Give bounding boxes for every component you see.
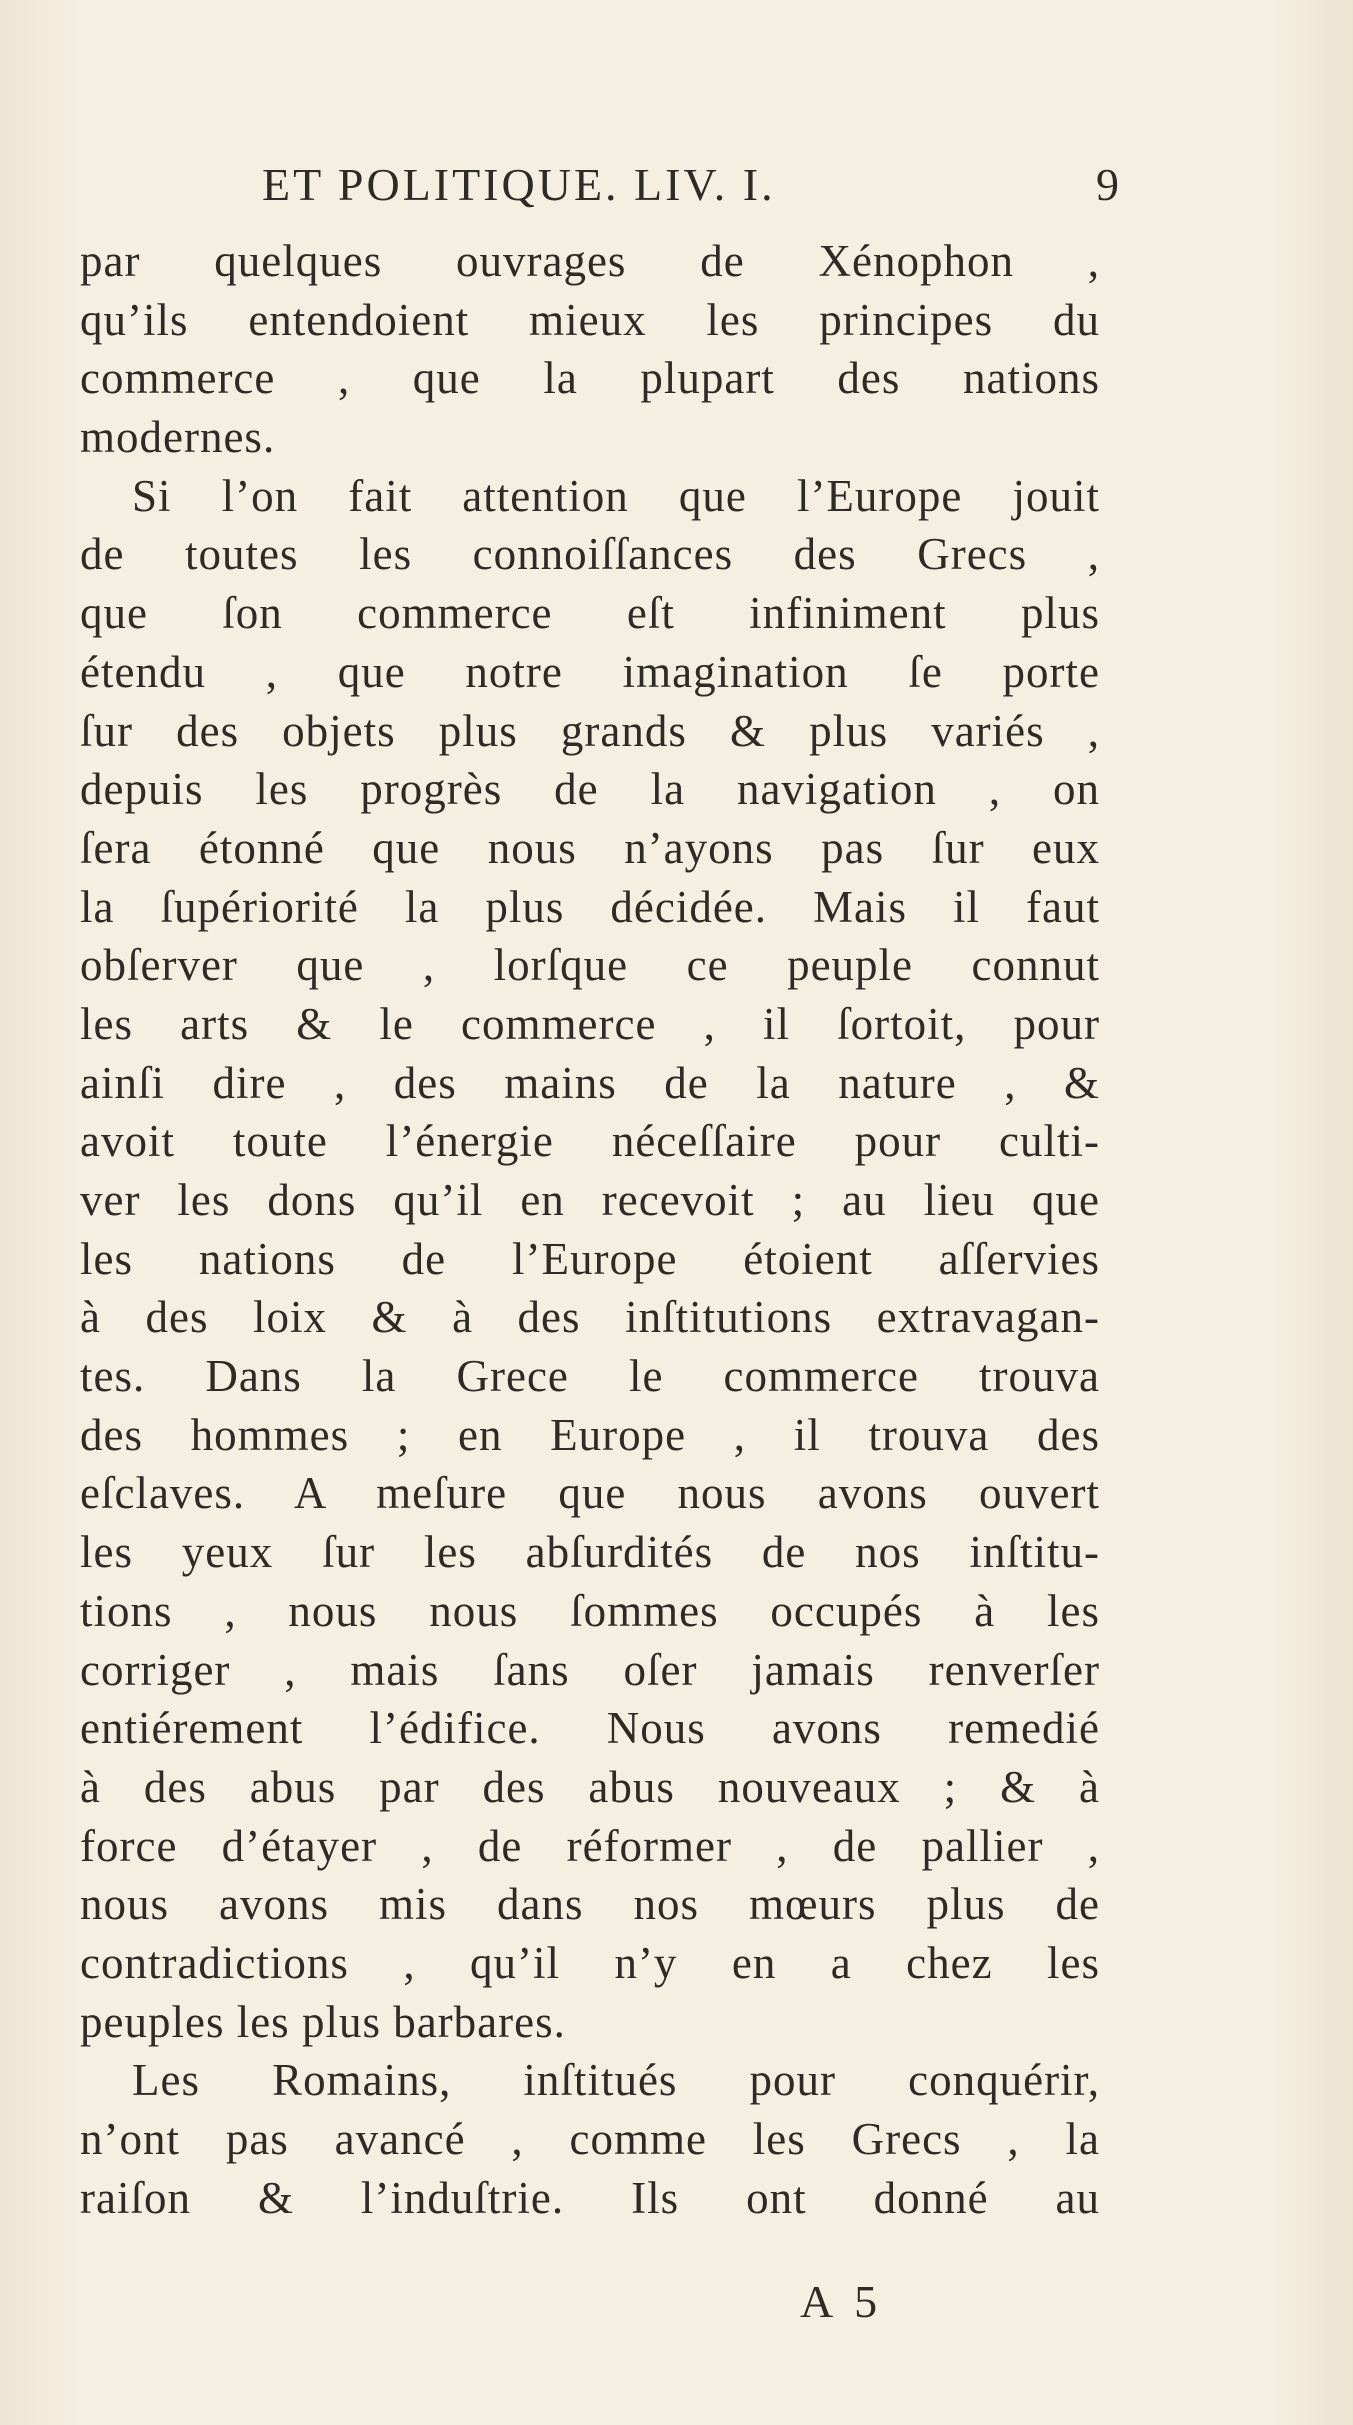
text-line: tions , nous nous ſommes occupés à les bbox=[80, 1585, 1100, 1636]
text-line: que ſon commerce eſt infiniment plus bbox=[80, 588, 1100, 639]
text-line: qu’ils entendoient mieux les principes du bbox=[80, 294, 1100, 345]
body-text bbox=[80, 232, 1100, 2227]
text-line: contradictions , qu’il n’y en a chez les bbox=[80, 1937, 1100, 1988]
text-line: avoit toute l’énergie néceſſaire pour culti- bbox=[80, 1116, 1100, 1167]
text-line: les yeux ſur les abſurdités de nos inſtitu- bbox=[80, 1527, 1100, 1578]
signature-mark: A 5 bbox=[800, 2276, 884, 2327]
text-line: Les Romains, inſtitués pour conquérir, bbox=[132, 2055, 1100, 2106]
text-line: les nations de l’Europe étoient aſſervies bbox=[80, 1233, 1100, 1284]
text-line: modernes. bbox=[80, 412, 276, 463]
text-line: corriger , mais ſans oſer jamais renverſer bbox=[80, 1644, 1100, 1695]
text-line: étendu , que notre imagination ſe porte bbox=[80, 646, 1100, 697]
text-line: ſur des objets plus grands & plus variés , bbox=[80, 705, 1100, 756]
text-line: eſclaves. A meſure que nous avons ouvert bbox=[80, 1468, 1100, 1519]
text-line: nous avons mis dans nos mœurs plus de bbox=[80, 1879, 1100, 1930]
text-line: des hommes ; en Europe , il trouva des bbox=[80, 1409, 1100, 1460]
text-line: n’ont pas avancé , comme les Grecs , la bbox=[80, 2114, 1100, 2164]
text-line: commerce , que la plupart des nations bbox=[80, 353, 1100, 404]
text-line: les arts & le commerce , il ſortoit, pour bbox=[80, 998, 1100, 1049]
text-line: raiſon & l’induſtrie. Ils ont donné au bbox=[80, 2172, 1100, 2223]
text-line: force d’étayer , de réformer , de pallier , bbox=[80, 1820, 1100, 1871]
page-header bbox=[262, 158, 1122, 218]
page-number: 9 bbox=[1096, 159, 1122, 210]
text-line: ver les dons qu’il en recevoit ; au lieu que bbox=[80, 1175, 1100, 1225]
text-line: peuples les plus barbares. bbox=[80, 1996, 566, 2047]
text-line: Si l’on fait attention que l’Europe jouit bbox=[132, 470, 1100, 521]
running-head: ET POLITIQUE. LIV. I. bbox=[262, 159, 776, 210]
text-line: par quelques ouvrages de Xénophon , bbox=[80, 236, 1100, 286]
text-line: la ſupériorité la plus décidée. Mais il faut bbox=[80, 881, 1100, 932]
text-line: depuis les progrès de la navigation , on bbox=[80, 764, 1100, 815]
text-line: ainſi dire , des mains de la nature , & bbox=[80, 1057, 1100, 1108]
text-line: obſerver que , lorſque ce peuple connut bbox=[80, 940, 1100, 991]
text-line: à des abus par des abus nouveaux ; & à bbox=[80, 1761, 1100, 1812]
text-line: entiérement l’édifice. Nous avons remedié bbox=[80, 1703, 1100, 1754]
text-line: de toutes les connoiſſances des Grecs , bbox=[80, 529, 1100, 580]
text-line: ſera étonné que nous n’ayons pas ſur eux bbox=[80, 822, 1100, 873]
text-line: à des loix & à des inſtitutions extravagan- bbox=[80, 1292, 1100, 1343]
text-line: tes. Dans la Grece le commerce trouva bbox=[80, 1351, 1100, 1402]
